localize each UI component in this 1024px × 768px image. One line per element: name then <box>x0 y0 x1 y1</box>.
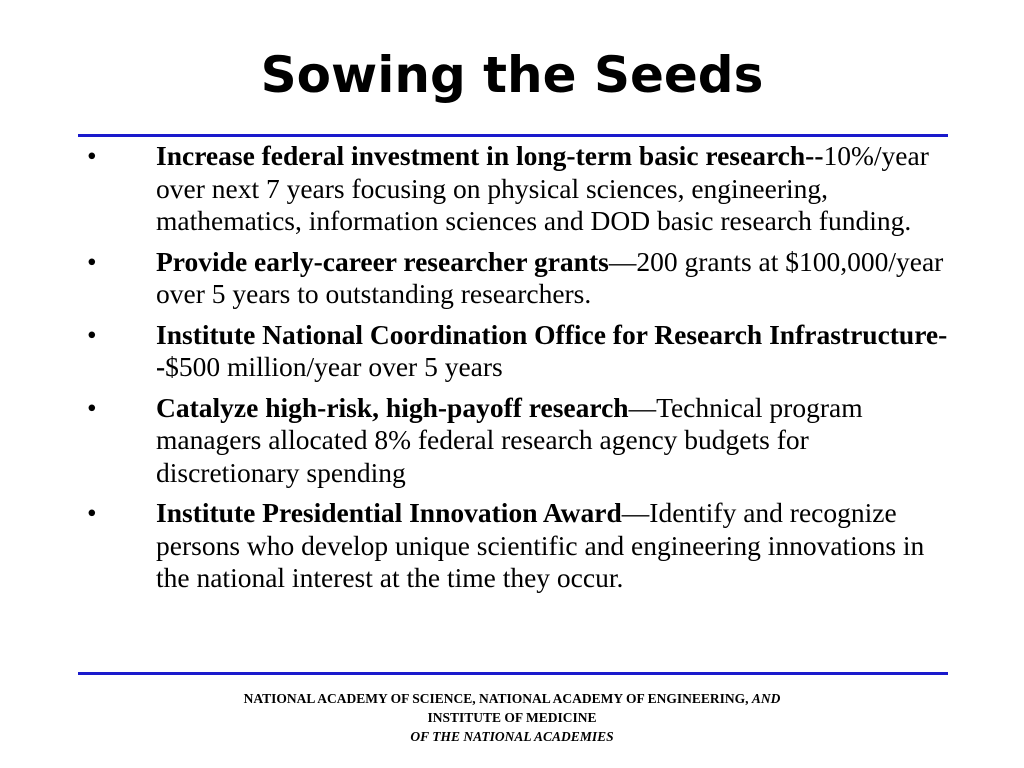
bullet-text <box>156 497 924 593</box>
bullet-lead: Institute National Coordination Office for Research Infrastructure-- <box>156 318 948 382</box>
footer-line-2: INSTITUTE OF MEDICINE <box>427 710 597 725</box>
footer-academies: NATIONAL ACADEMY OF SCIENCE, NATIONAL ACADEMY OF ENGINEERING, <box>243 691 752 706</box>
bullet-body: —Technical program managers allocated 8% federal research agency budgets for discretionary spending <box>156 391 863 488</box>
bullet-icon: • <box>87 245 97 277</box>
footer-line-1 <box>0 689 1024 708</box>
footer-line-3 <box>0 727 1024 746</box>
bullet-body: $500 million/year over 5 years <box>165 351 503 382</box>
bullet-lead: Provide early-career researcher grants <box>156 245 609 277</box>
bullet-lead: Institute Presidential Innovation Award <box>156 497 622 528</box>
bullet-list <box>0 140 1024 603</box>
bullet-icon: • <box>87 497 97 528</box>
bullet-item-high-risk-research <box>0 392 1024 490</box>
bullet-item-research-investment <box>0 140 1024 238</box>
bullet-icon: • <box>87 391 97 423</box>
slide-title: Sowing the Seeds <box>260 46 764 104</box>
bullet-text <box>156 319 947 383</box>
bullet-body: —200 grants at $100,000/year over 5 years to outstanding researchers. <box>156 245 944 309</box>
footer <box>0 689 1024 746</box>
bullet-item-early-career-grants <box>0 246 1024 311</box>
bullet-body: 10%/year over next 7 years focusing on physical sciences, engineering, mathematics, information sciences and DOD basic research funding. <box>156 140 929 236</box>
footer-and: AND <box>751 691 781 706</box>
bullet-text <box>156 140 929 236</box>
bullet-item-innovation-award <box>0 497 1024 595</box>
top-divider <box>78 134 948 137</box>
bullet-body: —Identify and recognize persons who develop unique scientific and engineering innovations in the national interest at the time they occur. <box>156 497 925 593</box>
bullet-lead: Catalyze high-risk, high-payoff research <box>156 391 629 423</box>
bullet-text <box>156 392 863 488</box>
bullet-icon: • <box>87 140 97 171</box>
bullet-item-coordination-office <box>0 319 1024 384</box>
bullet-lead: Increase federal investment in long-term basic research-- <box>156 140 824 171</box>
footer-national-academies: OF THE NATIONAL ACADEMIES <box>410 729 614 744</box>
bullet-icon: • <box>87 318 97 350</box>
bullet-text <box>156 246 943 310</box>
bottom-divider <box>78 672 948 675</box>
